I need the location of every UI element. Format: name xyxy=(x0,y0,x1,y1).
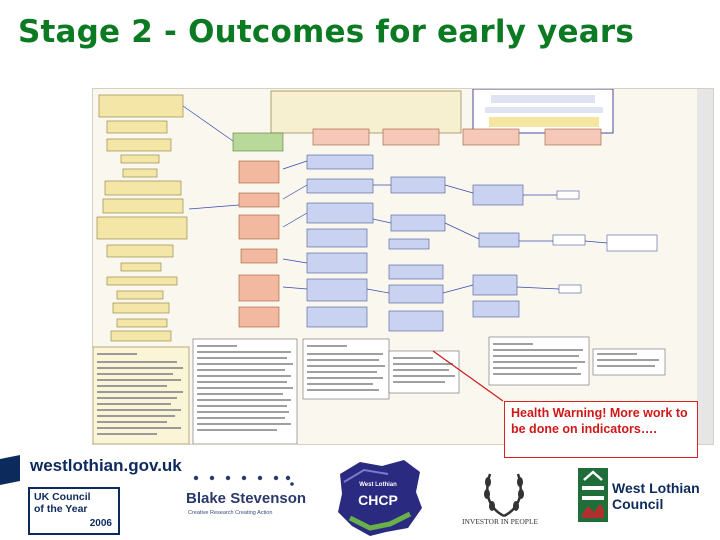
uk-council-year: 2006 xyxy=(89,518,112,529)
outcome-planning-model-image xyxy=(92,88,714,445)
west-lothian-council-emblem-icon xyxy=(576,466,610,524)
blake-stevenson-name: Blake Stevenson xyxy=(186,490,307,507)
planning-model-diagram xyxy=(93,89,713,444)
blake-stevenson-dots-icon xyxy=(192,474,302,486)
westlothian-swoosh-icon xyxy=(0,455,20,485)
chcp-top-text: West Lothian xyxy=(359,482,397,488)
slide-title: Stage 2 - Outcomes for early years xyxy=(18,14,634,50)
chcp-text: CHCP xyxy=(358,492,398,508)
west-lothian-council-name-line2: Council xyxy=(612,496,664,512)
investor-in-people-text: INVESTOR IN PEOPLE xyxy=(462,517,539,526)
health-warning-callout: Health Warning! More work to be done on indicators…. xyxy=(504,401,698,458)
uk-council-line2: of the Year xyxy=(34,503,88,515)
westlothian-url: westlothian.gov.uk xyxy=(30,456,182,475)
west-lothian-council-name-line1: West Lothian xyxy=(612,480,700,496)
uk-council-line1: UK Council xyxy=(34,491,91,503)
blake-stevenson-tagline: Creative Research Creating Action xyxy=(188,510,273,516)
uk-council-of-year-badge xyxy=(28,487,120,535)
investor-in-people-laurel-icon xyxy=(480,464,528,520)
